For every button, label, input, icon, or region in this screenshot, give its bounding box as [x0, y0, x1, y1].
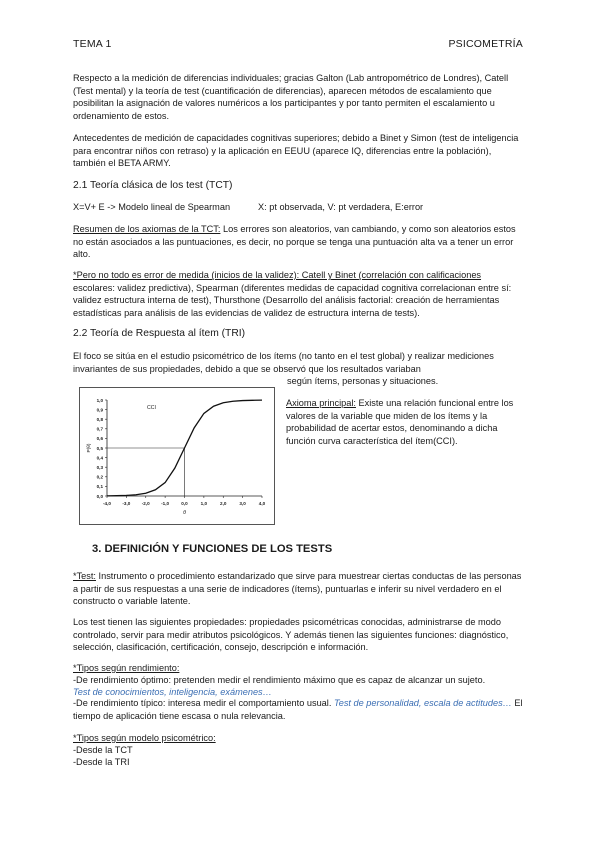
tipos-modelo-label: *Tipos según modelo psicométrico:: [73, 733, 216, 743]
tri-intro: El foco se sitúa en el estudio psicométrico de los ítems (no tanto en el test global) y realizar mediciones invariantes de sus propiedades, debido a que se observó que los resultados variaban: [73, 351, 494, 374]
test-text: Instrumento o procedimiento estandarizado que sirve para muestrear ciertas conductas de las personas a partir de sus respuestas a una serie de indicadores (ítems), puntuarlas e inferir su nivel verdadero en el constructo o variable latente.: [73, 571, 522, 607]
tri-axiom-label: Axioma principal:: [286, 398, 356, 408]
y-tick-label: 0,5: [96, 445, 103, 451]
rendimiento-tipico-ejemplos: Test de personalidad, escala de actitudes…: [333, 698, 512, 708]
test-label: *Test:: [73, 571, 96, 581]
rendimiento-tipico-end: El tiempo de aplicación tiene escasa o nula relevancia.: [73, 698, 523, 721]
antecedents-paragraph: Antecedentes de medición de capacidades cognitivas superiores; debido a Binet y Simon (test de inteligencia para encontrar niños con retraso) y la aplicación en EEUU (aparece IQ, diferencias entre la población), también el BETA ARMY.: [73, 133, 519, 169]
x-tick-label: -1,0: [161, 501, 170, 506]
tct-validity: [73, 269, 525, 319]
x-tick-label: 3,0: [239, 501, 246, 506]
x-tick-label: -2,0: [141, 501, 150, 506]
tct-validity-text: escolares: validez predictiva), Spearman (diferentes medidas de capacidad cognitiva correlacionan entre sí: validez estructura interna de test), Thursthone (Desarrollo del análisis factorial: creación de herramientas estadísticas para análisis de las evidencias de validez de estructura interna de tests).: [73, 282, 512, 318]
rendimiento-tipico-text: -De rendimiento típico: interesa medir el comportamiento usual.: [73, 698, 334, 708]
x-tick-label: -3,0: [122, 501, 131, 506]
test-definition: [73, 570, 525, 608]
y-tick-label: 0,8: [96, 417, 103, 422]
y-tick-label: 0,9: [96, 407, 103, 413]
y-tick-label: 0,2: [96, 474, 103, 480]
tct-axioms-label: Resumen de los axiomas de la TCT:: [73, 224, 221, 234]
y-tick-label: 0,6: [96, 436, 103, 442]
x-tick-label: 4,0: [258, 501, 266, 506]
tri-axiom-text: Existe una relación funcional entre los valores de la variable que miden de los ítems y la probabilidad de acertar estos, denominando a dicha función curva característica del ítem(CCI).: [286, 398, 514, 446]
rendimiento-optimo-ejemplos: Test de conocimientos, inteligencia, exámenes…: [73, 687, 272, 697]
x-tick-label: 2,0: [220, 501, 227, 506]
header-right: PSICOMETRÍA: [448, 38, 523, 50]
tct-formula: X=V+ E -> Modelo lineal de Spearman: [73, 202, 231, 212]
y-tick-label: 1,0: [96, 397, 103, 403]
y-axis-label: P(θ): [87, 443, 92, 453]
y-tick-label: 0,1: [96, 484, 103, 490]
tct-axioms-text: Los errores son aleatorios, van cambiando, y como son aleatorios estos no están asociados a las puntuaciones, es decir, no porque se tenga una puntuación alta va a tener un error alto.: [73, 224, 516, 260]
modelo-tri: -Desde la TRI: [73, 757, 130, 767]
x-axis-label: θ: [183, 510, 186, 516]
tri-intro-cont: según ítems, personas y situaciones.: [287, 376, 439, 386]
y-tick-label: 0,0: [96, 493, 103, 499]
tct-formula-legend: X: pt observada, V: pt verdadera, E:error: [258, 202, 424, 212]
y-tick-label: 0,3: [96, 465, 103, 470]
header-left: TEMA 1: [73, 38, 112, 50]
chart-title: CCI: [147, 405, 156, 411]
tct-axioms: [73, 223, 525, 261]
tct-heading: 2.1 Teoría clásica de los test (TCT): [73, 180, 233, 191]
rendimiento-tipico: [73, 697, 525, 722]
tct-validity-label: *Pero no todo es error de medida (inicios de la validez): Catell y Binet (correlación con calificaciones: [73, 270, 482, 280]
rendimiento-optimo: -De rendimiento óptimo: pretenden medir el rendimiento máximo que es capaz de alcanzar un sujeto.: [73, 675, 486, 685]
tri-axiom: [286, 397, 526, 447]
tri-heading: 2.2 Teoría de Respuesta al ítem (TRI): [73, 328, 246, 339]
test-properties: Los test tienen las siguientes propiedades: propiedades psicométricas conocidas, administrarse de modo controlado, servir para medir atributos psicológicos. Y además tienen las siguientes funciones: diagnóstico, selección, clasificación, certificación, consejo, descripción e información.: [73, 617, 509, 653]
y-tick-label: 0,4: [96, 455, 103, 461]
tipos-rendimiento-label: *Tipos según rendimiento:: [73, 663, 180, 673]
modelo-tct: -Desde la TCT: [73, 745, 133, 755]
y-tick-label: 0,7: [96, 426, 103, 432]
x-tick-label: -4,0: [103, 501, 111, 506]
section3-heading: 3. DEFINICIÓN Y FUNCIONES DE LOS TESTS: [92, 543, 333, 555]
cci-chart: [79, 387, 275, 525]
intro-paragraph: Respecto a la medición de diferencias individuales; gracias Galton (Lab antropométrico de Londres), Catell (Test mental) y la teoría de test (cuantificación de diferencias), aparecen métodos de escalamiento que posibilitan la asignación de valores numéricos a los participantes y por tanto permiten el escalamiento u ordenamiento de estos.: [73, 73, 509, 121]
x-tick-label: 0,0: [181, 501, 188, 506]
x-tick-label: 1,0: [200, 501, 208, 506]
